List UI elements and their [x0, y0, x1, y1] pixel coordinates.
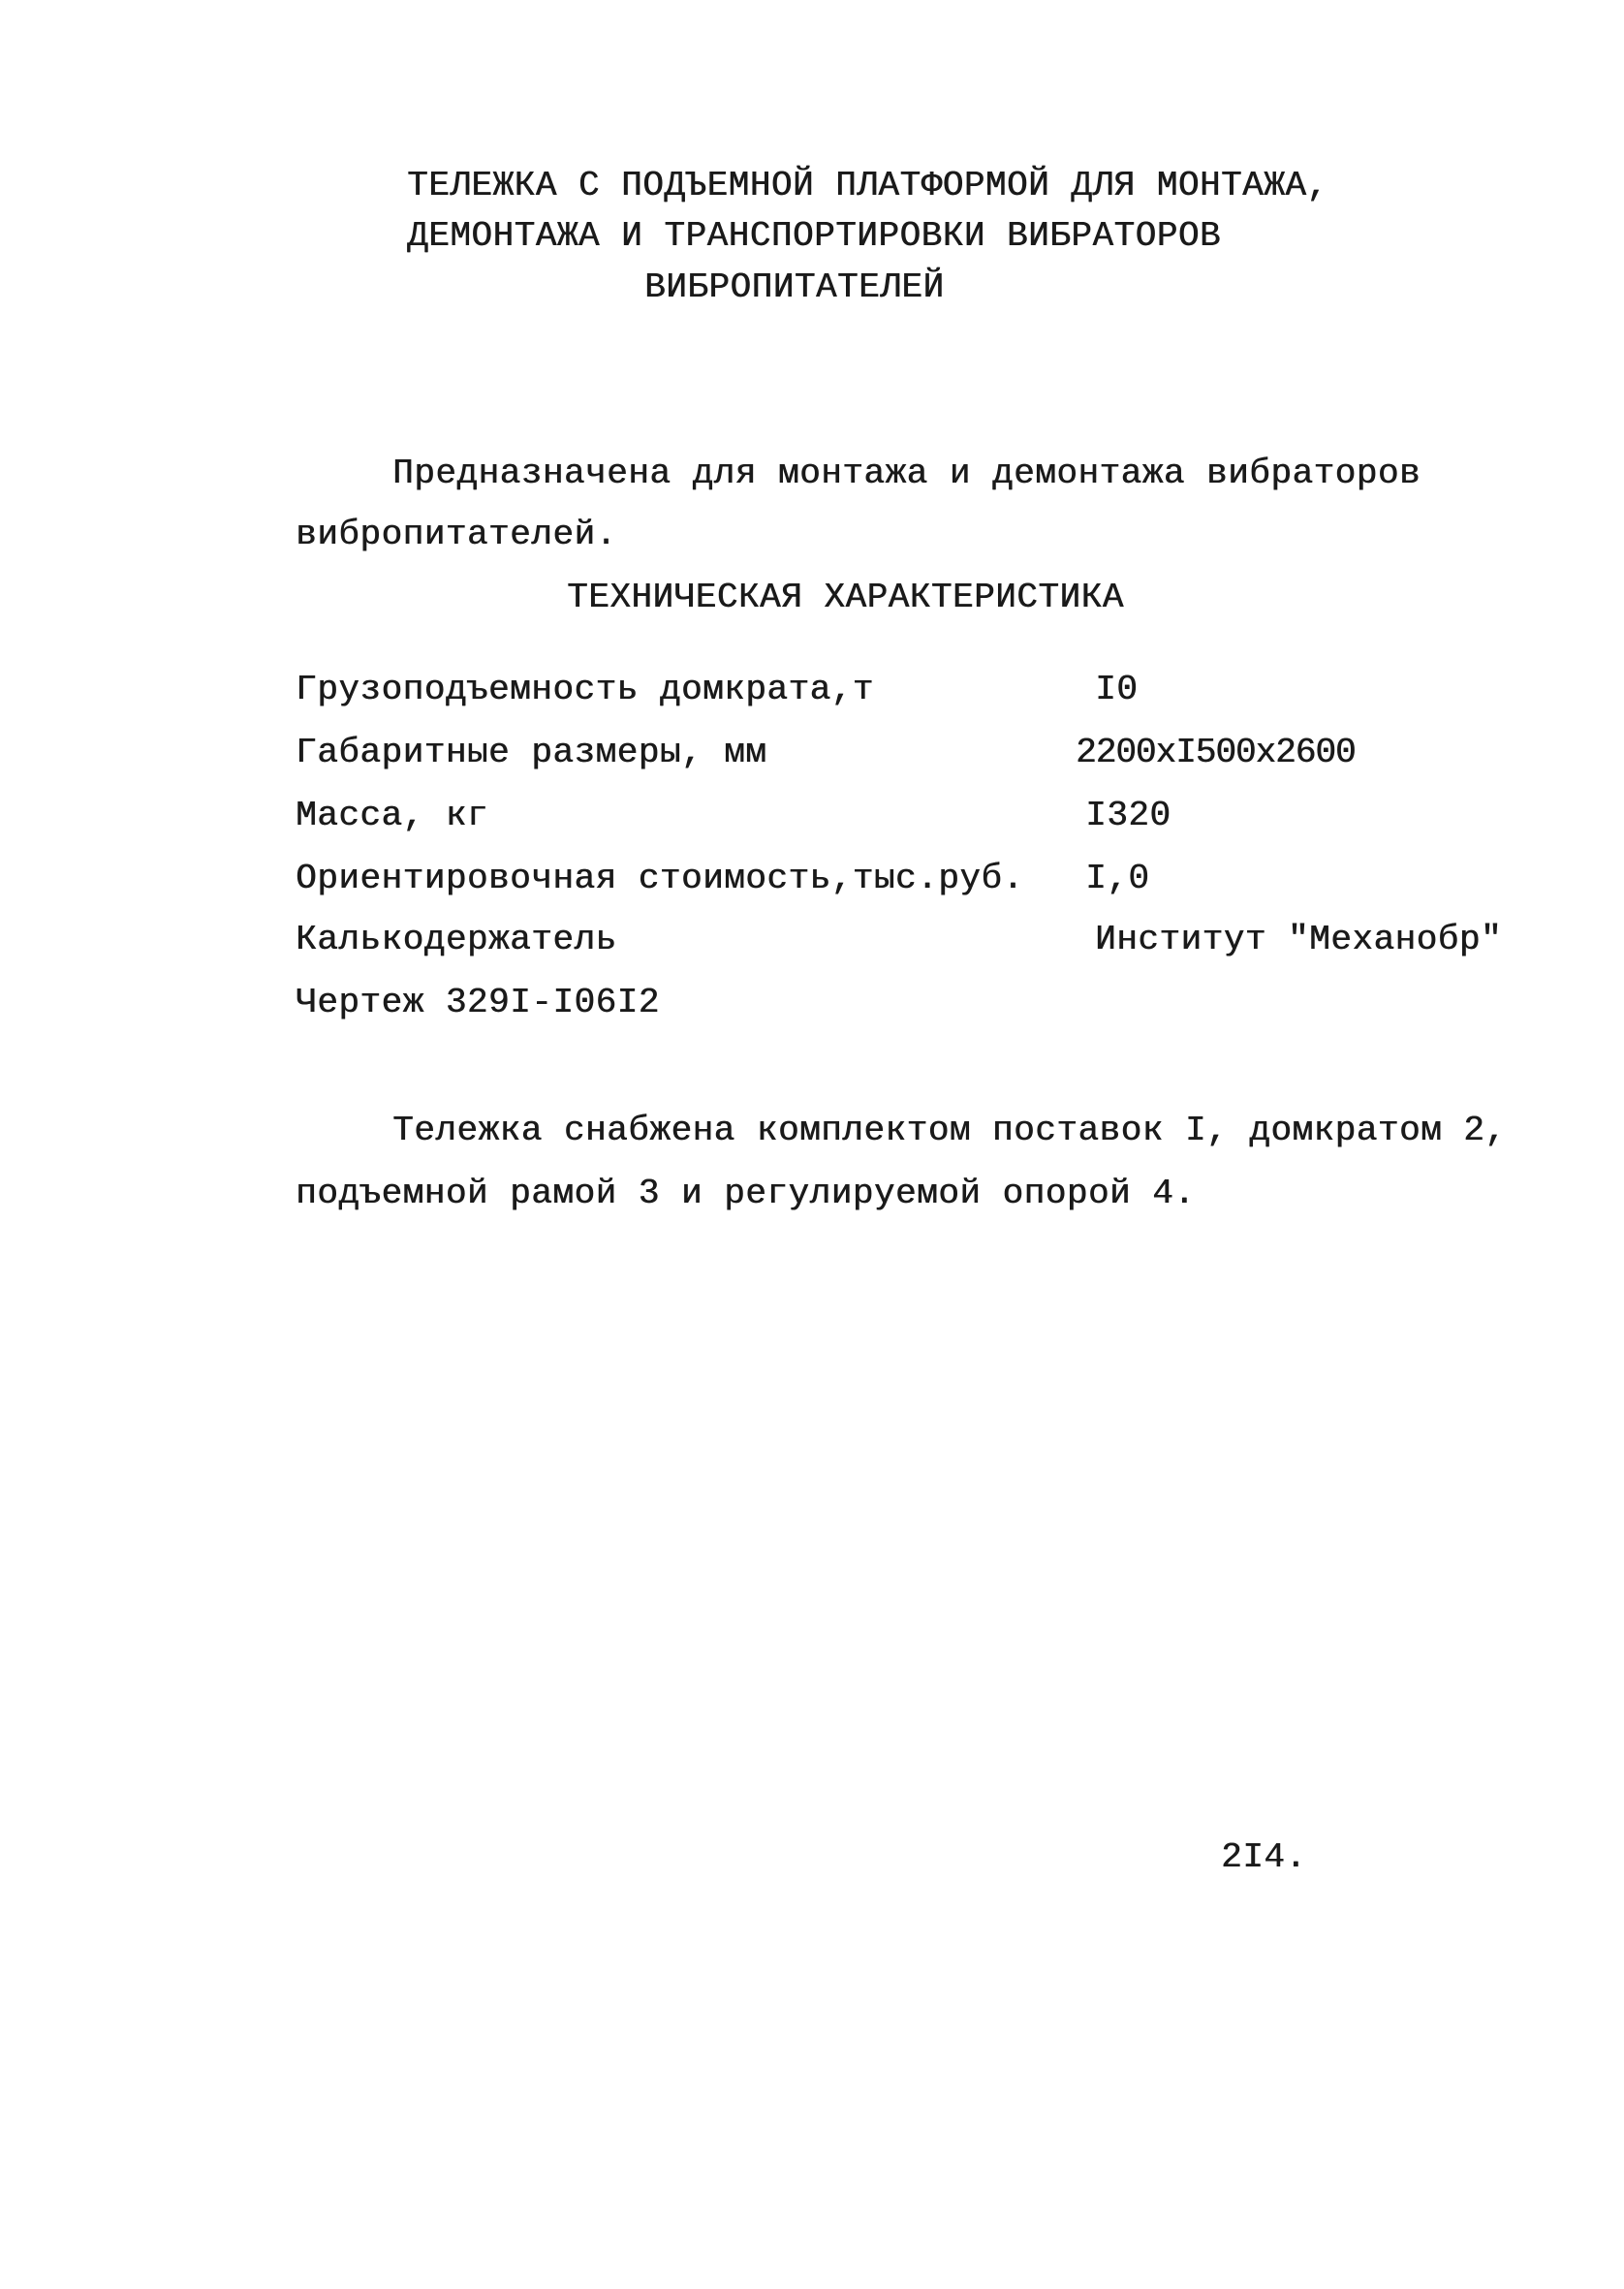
page-number: 2I4. [1221, 1837, 1307, 1877]
spec-label: Калькодержатель [296, 920, 617, 959]
spec-heading: ТЕХНИЧЕСКАЯ ХАРАКТЕРИСТИКА [567, 578, 1124, 617]
intro-line-1: Предназначена для монтажа и демонтажа вибраторов [392, 454, 1421, 493]
drawing-reference: Чертеж 329I-I06I2 [296, 983, 660, 1022]
spec-value: I320 [1085, 796, 1171, 835]
spec-label: Ориентировочная стоимость,тыс.руб. [296, 859, 1024, 898]
spec-value: I0 [1095, 670, 1139, 709]
description-line-2: подъемной рамой 3 и регулируемой опорой 4. [296, 1174, 1196, 1213]
spec-label: Масса, кг [296, 796, 488, 835]
title-line-1: ТЕЛЕЖКА С ПОДЪЕМНОЙ ПЛАТФОРМОЙ ДЛЯ МОНТАЖА, [407, 166, 1328, 205]
description-line-1: Тележка снабжена комплектом поставок I, домкратом 2, [392, 1111, 1507, 1150]
spec-value: I,0 [1085, 859, 1150, 898]
spec-value: Институт "Механобр" [1095, 920, 1502, 959]
title-line-2: ДЕМОНТАЖА И ТРАНСПОРТИРОВКИ ВИБРАТОРОВ [407, 216, 1221, 256]
spec-value: 2200xI500x2600 [1076, 733, 1356, 772]
spec-label: Габаритные размеры, мм [296, 733, 767, 772]
intro-line-2: вибропитателей. [296, 515, 617, 554]
title-line-3: ВИБРОПИТАТЕЛЕЙ [644, 267, 945, 307]
spec-label: Грузоподъемность домкрата,т [296, 670, 874, 709]
